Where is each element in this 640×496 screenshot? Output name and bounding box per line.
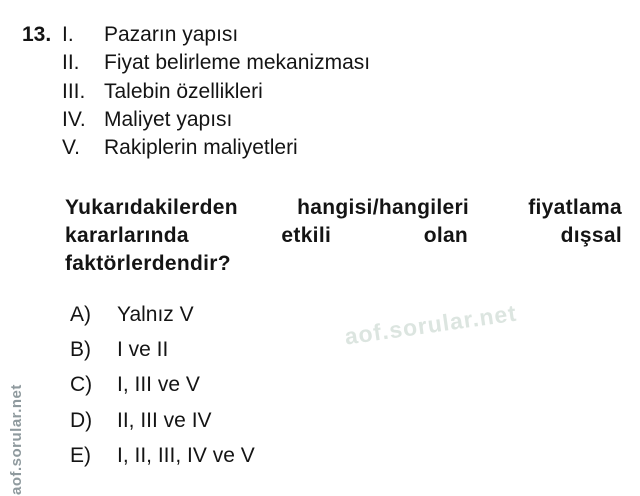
option-letter: D)	[70, 409, 93, 432]
option-letter: C)	[70, 373, 93, 396]
premise-item	[62, 78, 370, 106]
question-stem-line: Yukarıdakilerden hangisi/hangileri fiyatlama	[65, 196, 622, 219]
premise-numeral: I.	[62, 23, 74, 46]
watermark-center: aof.sorular.net	[342, 299, 519, 350]
answer-option-a[interactable]	[70, 302, 194, 328]
option-text: II, III ve IV	[117, 409, 212, 432]
premise-item	[62, 106, 370, 134]
premise-item	[62, 21, 370, 49]
question-number: 13.	[22, 23, 52, 46]
premise-numeral: V.	[62, 136, 80, 160]
option-text: I, II, III, IV ve V	[117, 444, 255, 467]
premise-item	[62, 49, 370, 77]
question-stem-line: faktörlerdendir?	[65, 252, 231, 275]
premise-numeral: IV.	[62, 107, 86, 131]
premise-item	[62, 134, 370, 162]
premise-numeral: II.	[62, 51, 80, 75]
answer-option-d[interactable]	[70, 408, 212, 434]
premise-list	[62, 21, 370, 162]
answer-option-c[interactable]	[70, 372, 200, 398]
premise-text: Pazarın yapısı	[104, 23, 239, 46]
premise-text: Rakiplerin maliyetleri	[104, 136, 298, 160]
question-stem	[65, 194, 622, 278]
question-stem-line: kararlarında etkili olan dışsal	[65, 224, 622, 247]
premise-text: Fiyat belirleme mekanizması	[104, 51, 371, 75]
option-text: Yalnız V	[117, 303, 194, 326]
answer-option-e[interactable]	[70, 443, 255, 469]
premise-numeral: III.	[62, 79, 86, 103]
option-text: I, III ve V	[117, 373, 200, 396]
option-letter: E)	[70, 444, 91, 467]
option-text: I ve II	[117, 338, 169, 361]
option-letter: A)	[70, 303, 91, 326]
answer-option-b[interactable]	[70, 337, 168, 363]
premise-text: Talebin özellikleri	[104, 79, 263, 103]
watermark-left-vertical: aof.sorular.net	[8, 384, 25, 495]
premise-text: Maliyet yapısı	[104, 107, 233, 131]
option-letter: B)	[70, 338, 91, 361]
